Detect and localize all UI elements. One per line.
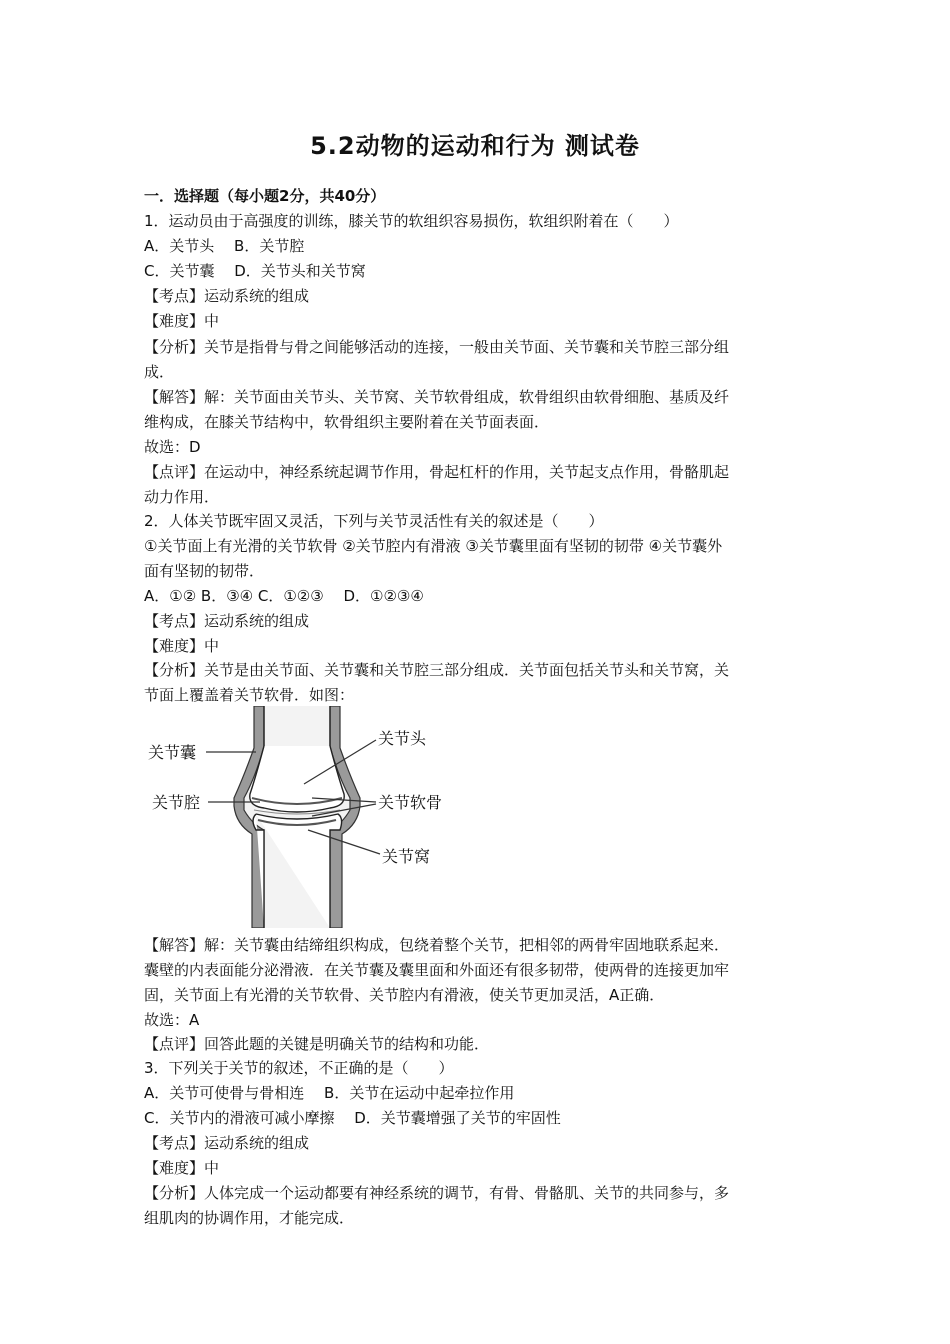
section-heading: 一．选择题（每小题2分，共40分） — [144, 187, 386, 205]
q1-options-cd: C．关节囊 D．关节头和关节窝 — [144, 262, 366, 280]
label-joint-socket: 关节窝 — [382, 847, 431, 866]
q2-answer-line3: 固，关节面上有光滑的关节软骨、关节腔内有滑液，使关节更加灵活，A正确． — [144, 986, 665, 1004]
q2-answer-line2: 囊壁的内表面能分泌滑液．在关节囊及囊里面和外面还有很多韧带，使两骨的连接更加牢 — [144, 961, 730, 979]
q1-difficulty: 【难度】中 — [144, 312, 220, 330]
q2-choice: 故选：A — [144, 1011, 200, 1029]
q1-comment-line1: 【点评】在运动中，神经系统起调节作用，骨起杠杆的作用，关节起支点作用，骨骼肌起 — [144, 463, 730, 481]
q2-answer-line1: 【解答】解：关节囊由结缔组织构成，包绕着整个关节，把相邻的两骨牢固地联系起来． — [144, 936, 730, 954]
q1-choice: 故选：D — [144, 438, 201, 456]
q2-statements-line2: 面有坚韧的韧带． — [144, 562, 265, 580]
q1-analysis-line1: 【分析】关节是指骨与骨之间能够活动的连接，一般由关节面、关节囊和关节腔三部分组 — [144, 338, 730, 356]
page-title: 5.2动物的运动和行为 测试卷 — [310, 132, 640, 160]
q2-options: A．①② B．③④ C．①②③ D．①②③④ — [144, 587, 424, 605]
q2-difficulty: 【难度】中 — [144, 637, 220, 655]
q1-stem: 1．运动员由于高强度的训练，膝关节的软组织容易损伤，软组织附着在（ ） — [144, 212, 679, 230]
label-joint-cartilage: 关节软骨 — [378, 793, 443, 812]
q2-comment: 【点评】回答此题的关键是明确关节的结构和功能． — [144, 1035, 490, 1053]
q3-analysis-line1: 【分析】人体完成一个运动都要有神经系统的调节，有骨、骨骼肌、关节的共同参与，多 — [144, 1184, 730, 1202]
q2-analysis-line1: 【分析】关节是由关节面、关节囊和关节腔三部分组成．关节面包括关节头和关节窝，关 — [144, 661, 730, 679]
label-joint-cavity: 关节腔 — [152, 793, 201, 812]
label-joint-capsule: 关节囊 — [148, 743, 197, 762]
q3-stem: 3．下列关于关节的叙述，不正确的是（ ） — [144, 1059, 454, 1077]
q3-difficulty: 【难度】中 — [144, 1159, 220, 1177]
q1-analysis-line2: 成． — [144, 363, 175, 381]
joint-diagram — [144, 706, 464, 928]
q3-options-cd: C．关节内的滑液可减小摩擦 D．关节囊增强了关节的牢固性 — [144, 1109, 561, 1127]
q1-options-ab: A．关节头 B．关节腔 — [144, 237, 305, 255]
q3-options-ab: A．关节可使骨与骨相连 B．关节在运动中起牵拉作用 — [144, 1084, 515, 1102]
q1-answer-line1: 【解答】解：关节面由关节头、关节窝、关节软骨组成，软骨组织由软骨细胞、基质及纤 — [144, 388, 730, 406]
q3-analysis-line2: 组肌肉的协调作用，才能完成． — [144, 1209, 355, 1227]
q2-stem: 2．人体关节既牢固又灵活，下列与关节灵活性有关的叙述是（ ） — [144, 512, 604, 530]
q1-answer-line2: 维构成，在膝关节结构中，软骨组织主要附着在关节面表面． — [144, 413, 550, 431]
q1-comment-line2: 动力作用． — [144, 488, 220, 506]
q2-kaodian: 【考点】运动系统的组成 — [144, 612, 310, 630]
q1-kaodian: 【考点】运动系统的组成 — [144, 287, 310, 305]
label-joint-head: 关节头 — [378, 729, 427, 748]
q2-analysis-line2: 节面上覆盖着关节软骨．如图： — [144, 686, 355, 704]
q2-statements-line1: ①关节面上有光滑的关节软骨 ②关节腔内有滑液 ③关节囊里面有坚韧的韧带 ④关节囊外 — [144, 537, 723, 555]
q3-kaodian: 【考点】运动系统的组成 — [144, 1134, 310, 1152]
